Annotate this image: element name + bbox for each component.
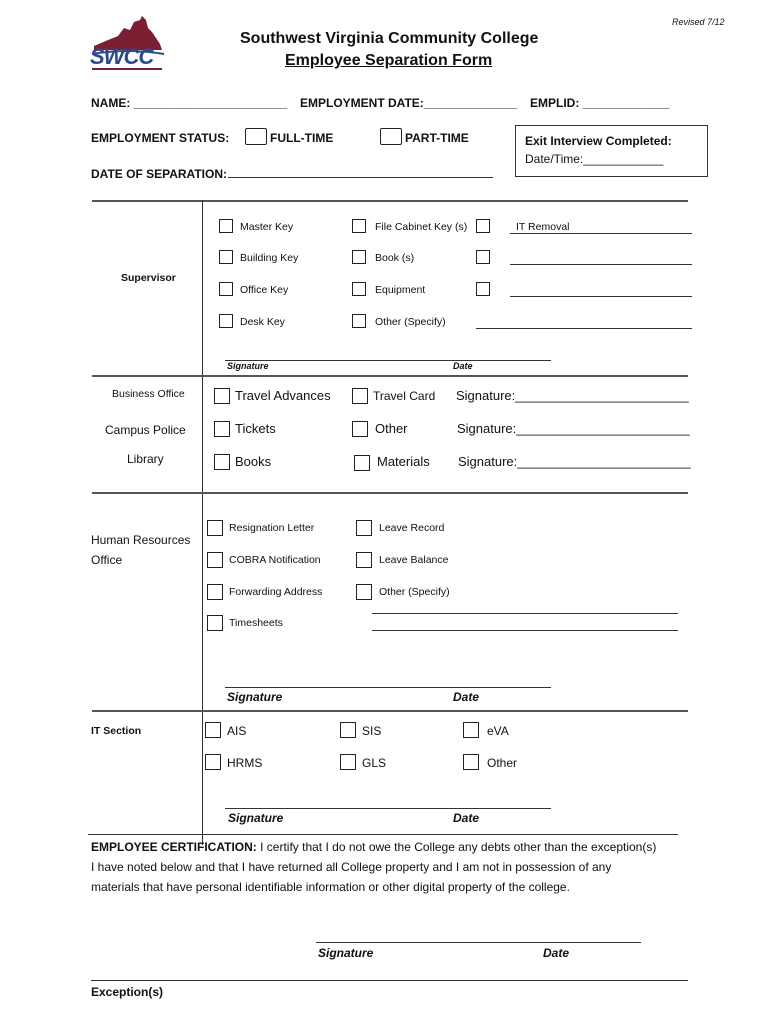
it-signature-line[interactable] [225,808,551,809]
hr-label-line1: Human Resources [91,533,191,547]
office-key-label: Office Key [240,284,289,296]
extra-item-checkbox-1[interactable] [476,250,490,264]
leave-record-label: Leave Record [379,522,445,534]
it-removal-line[interactable] [510,233,692,234]
supervisor-signature-label: Signature [227,361,269,371]
extra-item-line-1[interactable] [510,264,692,265]
college-logo [88,14,166,72]
file-cabinet-key-checkbox[interactable] [352,219,366,233]
exit-interview-datetime[interactable]: Date/Time:____________ [525,152,664,166]
resignation-letter-label: Resignation Letter [229,522,315,534]
employee-signature-line[interactable] [316,942,641,943]
it-section-label: IT Section [91,725,142,737]
leave-balance-checkbox[interactable] [356,552,372,568]
hr-date-label: Date [453,690,480,704]
extra-item-line-2[interactable] [510,296,692,297]
full-time-label: FULL-TIME [270,131,334,145]
other-specify-checkbox[interactable] [352,314,366,328]
employee-signature-label: Signature [318,946,374,960]
desk-key-checkbox[interactable] [219,314,233,328]
sis-checkbox[interactable] [340,722,356,738]
section-divider-business [92,375,688,377]
it-date-label: Date [453,811,480,825]
part-time-label: PART-TIME [405,131,469,145]
forwarding-address-checkbox[interactable] [207,584,223,600]
certification-text-1: I certify that I do not owe the College any debts other than the exception(s) [256,840,657,854]
it-other-label: Other [487,756,518,770]
leave-balance-label: Leave Balance [379,554,449,566]
it-removal-label: IT Removal [516,221,570,233]
gls-checkbox[interactable] [340,754,356,770]
travel-card-checkbox[interactable] [352,388,368,404]
books-checkbox[interactable] [352,250,366,264]
other-specify-line[interactable] [476,328,692,329]
exceptions-label: Exception(s) [91,985,164,999]
business-office-label: Business Office [112,388,185,400]
timesheets-checkbox[interactable] [207,615,223,631]
travel-advances-checkbox[interactable] [214,388,230,404]
hr-signature-label: Signature [227,690,283,704]
hr-label-line2: Office [91,553,123,567]
eva-checkbox[interactable] [463,722,479,738]
resignation-letter-checkbox[interactable] [207,520,223,536]
logo-text: SWCC [90,44,154,69]
certification-heading: EMPLOYEE CERTIFICATION: [91,840,257,854]
police-other-checkbox[interactable] [352,421,368,437]
master-key-label: Master Key [240,221,294,233]
sis-label: SIS [362,724,382,738]
forwarding-address-label: Forwarding Address [229,586,323,598]
campus-police-label: Campus Police [105,423,186,437]
hr-other-line-2[interactable] [372,630,678,631]
tickets-checkbox[interactable] [214,421,230,437]
hr-other-line-1[interactable] [372,613,678,614]
file-cabinet-key-label: File Cabinet Key (s) [375,221,468,233]
leave-record-checkbox[interactable] [356,520,372,536]
name-field[interactable]: NAME: _______________________ [91,96,288,110]
hr-other-specify-checkbox[interactable] [356,584,372,600]
library-materials-checkbox[interactable] [354,455,370,471]
employment-date-field[interactable]: EMPLOYMENT DATE:______________ [300,96,518,110]
building-key-checkbox[interactable] [219,250,233,264]
exit-interview-title: Exit Interview Completed: [525,134,672,148]
certification-line1 [91,840,656,854]
emplid-field[interactable]: EMPLID: _____________ [530,96,670,110]
other-specify-label: Other (Specify) [375,316,446,328]
section-divider-it [92,710,688,712]
left-column-divider [202,200,203,845]
date-of-separation-label: DATE OF SEPARATION: [91,167,227,181]
building-key-label: Building Key [240,252,299,264]
supervisor-signature-line[interactable] [225,360,551,361]
books-label: Book (s) [375,252,415,264]
it-other-checkbox[interactable] [463,754,479,770]
tickets-label: Tickets [235,421,276,436]
gls-label: GLS [362,756,387,770]
police-other-label: Other [375,421,408,436]
equipment-label: Equipment [375,284,426,296]
cobra-notification-checkbox[interactable] [207,552,223,568]
certification-text-3: materials that have personal identifiable information or other digital property of the college. [91,880,570,894]
desk-key-label: Desk Key [240,316,285,328]
revised-date: Revised 7/12 [672,17,725,27]
library-books-label: Books [235,454,272,469]
hr-other-specify-label: Other (Specify) [379,586,450,598]
form-title: Employee Separation Form [285,52,493,69]
ais-label: AIS [227,724,247,738]
it-signature-label: Signature [228,811,284,825]
equipment-checkbox[interactable] [352,282,366,296]
employee-date-label: Date [543,946,570,960]
exit-interview-box [515,125,708,177]
ais-checkbox[interactable] [205,722,221,738]
hrms-label: HRMS [227,756,263,770]
travel-advances-label: Travel Advances [235,388,331,403]
master-key-checkbox[interactable] [219,219,233,233]
library-label: Library [127,452,164,466]
eva-label: eVA [487,724,509,738]
part-time-checkbox[interactable] [380,128,402,145]
section-divider-top [92,200,688,202]
extra-item-checkbox-2[interactable] [476,282,490,296]
library-books-checkbox[interactable] [214,454,230,470]
section-divider-hr [92,492,688,494]
hrms-checkbox[interactable] [205,754,221,770]
hr-signature-line[interactable] [225,687,551,688]
supervisor-label: Supervisor [121,272,176,284]
supervisor-date-label: Date [453,361,473,371]
full-time-checkbox[interactable] [245,128,267,145]
certification-divider [88,834,678,835]
business-office-signature[interactable]: Signature:________________________ [456,388,689,403]
timesheets-label: Timesheets [229,617,283,629]
college-name: Southwest Virginia Community College [240,30,539,47]
exceptions-line[interactable] [91,980,688,981]
campus-police-signature[interactable]: Signature:________________________ [457,421,690,436]
certification-text-2: I have noted below and that I have returned all College property and I am not in possession of any [91,860,612,874]
it-removal-checkbox[interactable] [476,219,490,233]
date-of-separation-line[interactable] [228,177,493,178]
office-key-checkbox[interactable] [219,282,233,296]
travel-card-label: Travel Card [373,389,436,403]
library-materials-label: Materials [377,454,430,469]
employment-status-label: EMPLOYMENT STATUS: [91,131,230,145]
library-signature[interactable]: Signature:________________________ [458,454,691,469]
cobra-notification-label: COBRA Notification [229,554,321,566]
